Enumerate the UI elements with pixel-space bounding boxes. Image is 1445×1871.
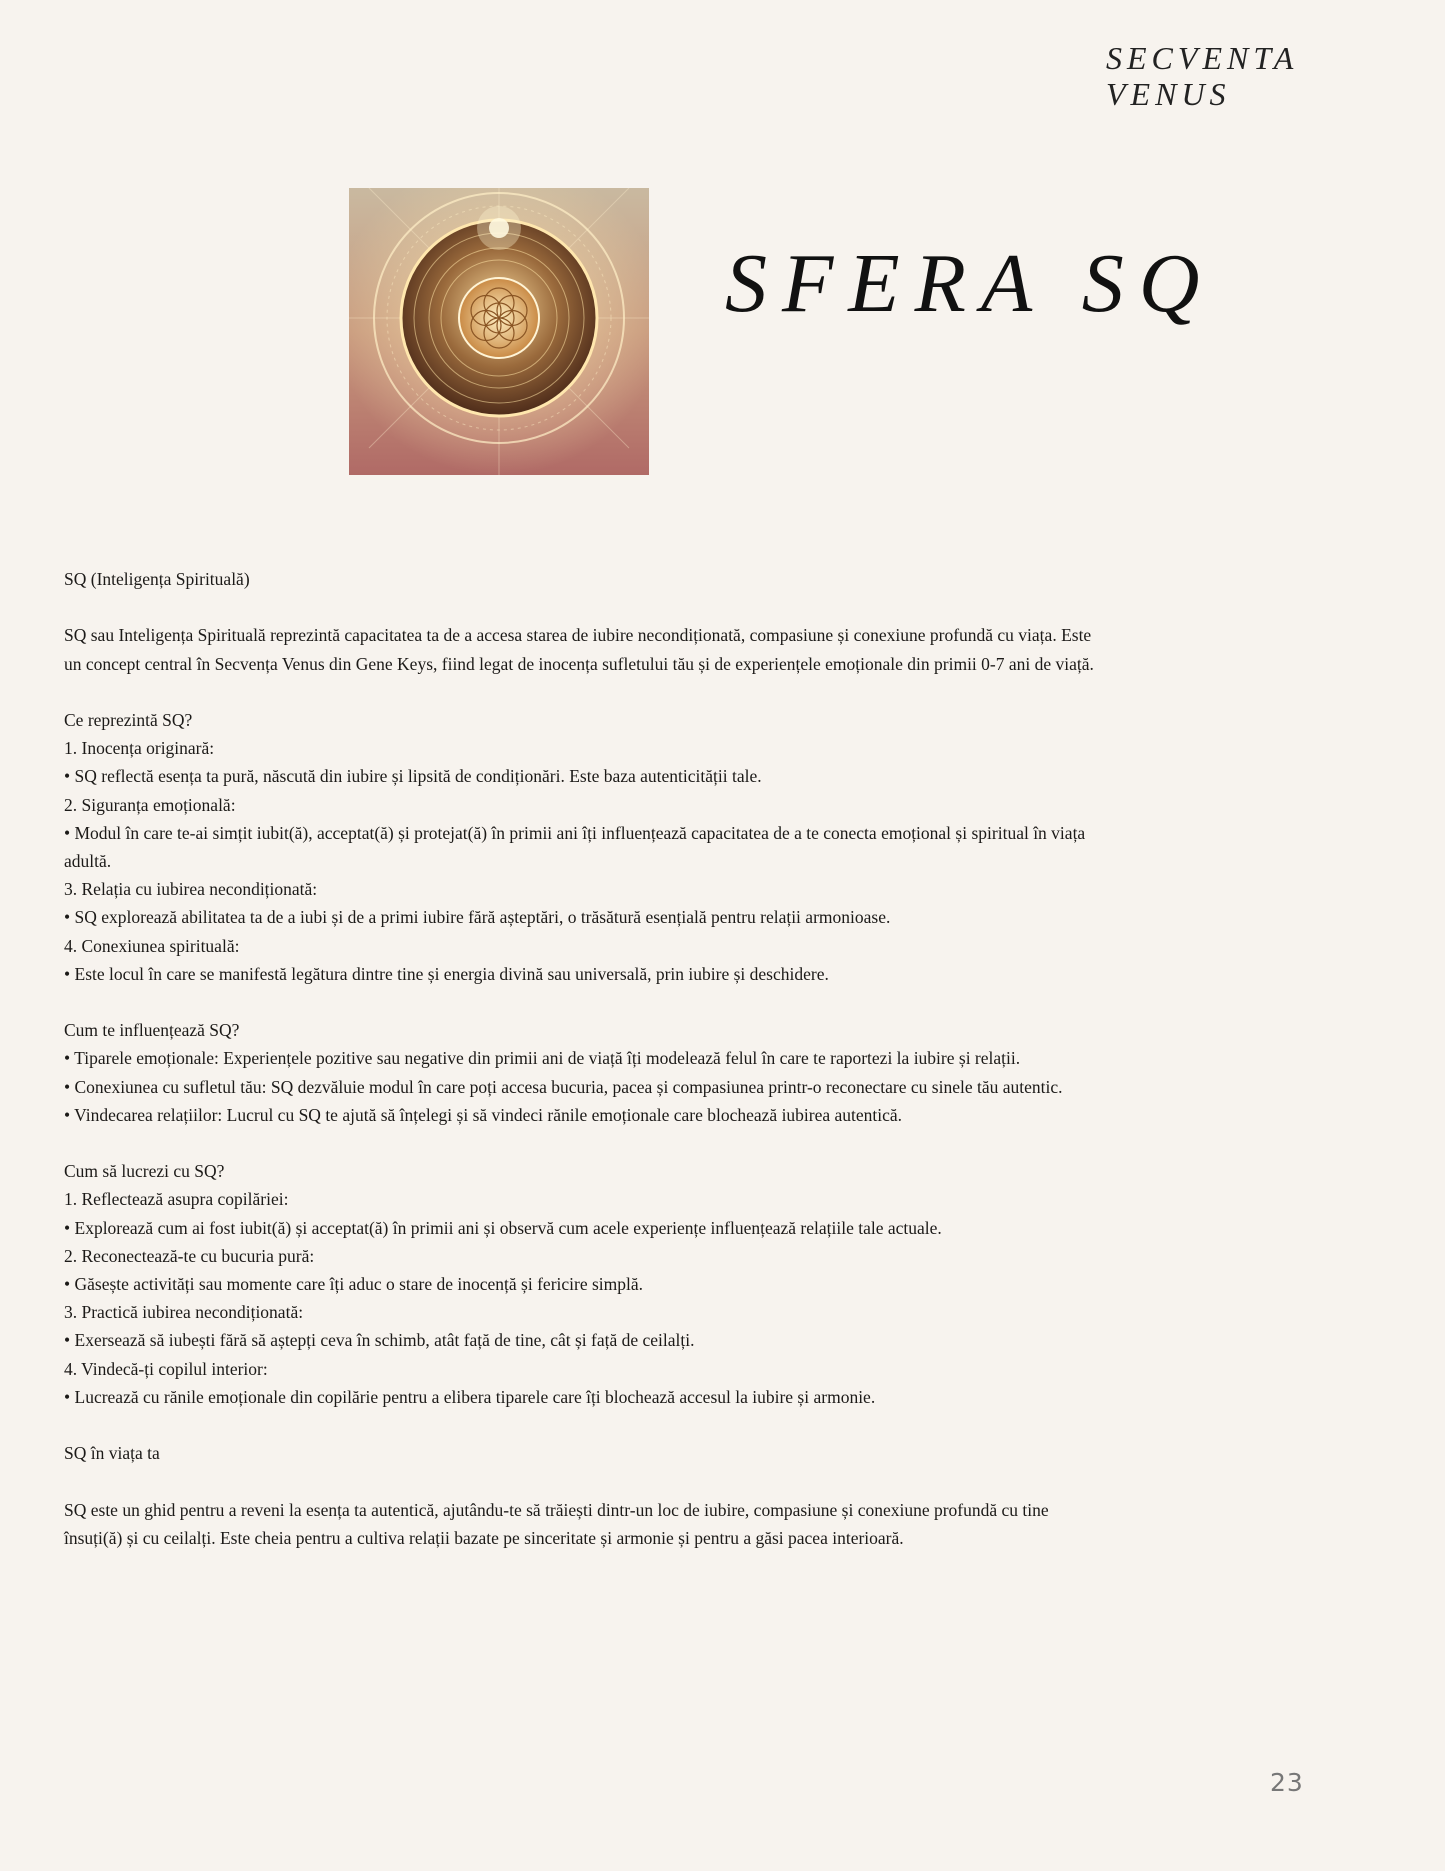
list-item: adultă. <box>64 851 112 871</box>
list-item: 1. Reflectează asupra copilăriei: <box>64 1189 289 1210</box>
list-item: 3. Relația cu iubirea necondiționată: <box>64 879 318 900</box>
list-item: 4. Vindecă-ți copilul interior: <box>64 1358 268 1379</box>
list-item: 4. Conexiunea spirituală: <box>64 935 240 956</box>
intro-paragraph-line: SQ sau Inteligența Spirituală reprezintă capacitatea ta de a accesa starea de iubire necondiționată, compasiune și conexiune profundă cu viața. Este <box>64 625 1092 646</box>
page-title: SFERA SQ <box>725 237 1215 330</box>
section-title: Cum te influențează SQ? <box>64 1020 240 1041</box>
brand-line-2: VENUS <box>1106 76 1231 112</box>
article-body <box>64 565 1314 1552</box>
intro-paragraph-line: un concept central în Secvența Venus din Gene Keys, fiind legat de inocența sufletului tău și de experiențele emoționale din primii 0-7 ani de viață. <box>64 653 1094 674</box>
outro-paragraph-line: SQ este un ghid pentru a reveni la esența ta autentică, ajutându-te să trăiești dintr-un loc de iubire, compasiune și conexiune profundă cu tine <box>64 1499 1049 1520</box>
list-item: • Explorează cum ai fost iubit(ă) și acceptat(ă) în primii ani și observă cum acele experiențe influențează relațiile tale actuale. <box>64 1217 942 1238</box>
header-brand <box>1106 40 1298 112</box>
list-item: 2. Reconectează-te cu bucuria pură: <box>64 1245 315 1266</box>
list-item: • SQ explorează abilitatea ta de a iubi și de a primi iubire fără așteptări, o trăsătură esențială pentru relații armonioase. <box>64 907 891 928</box>
page-number: 23 <box>1270 1768 1304 1797</box>
section-title: Cum să lucrezi cu SQ? <box>64 1161 225 1182</box>
list-item: • SQ reflectă esența ta pură, născută din iubire și lipsită de condiționări. Este baza autenticității tale. <box>64 766 762 787</box>
list-item: 2. Siguranța emoțională: <box>64 794 236 815</box>
list-item: • Conexiunea cu sufletul tău: SQ dezvăluie modul în care poți accesa bucuria, pacea și compasiunea printr-o reconectare cu sinele tău autentic. <box>64 1076 1063 1097</box>
outro-paragraph-line: însuți(ă) și cu ceilalți. Este cheia pentru a cultiva relații bazate pe sinceritate și armonie și pentru a găsi pacea interioară. <box>64 1527 904 1548</box>
list-item: • Lucrează cu rănile emoționale din copilărie pentru a elibera tiparele care îți blochează accesul la iubire și armonie. <box>64 1386 876 1407</box>
list-item: • Modul în care te-ai simțit iubit(ă), acceptat(ă) și protejat(ă) în primii ani îți influențează capacitatea de a te conecta emoțional și spiritual în viața <box>64 822 1086 843</box>
section-title: SQ în viața ta <box>64 1443 160 1464</box>
list-item: • Este locul în care se manifestă legătura dintre tine și energia divină sau universală, prin iubire și deschidere. <box>64 963 829 984</box>
list-item: • Tiparele emoționale: Experiențele pozitive sau negative din primii ani de viață îți modelează felul în care te raportezi la iubire și relații. <box>64 1048 1021 1069</box>
hero-image <box>349 188 649 475</box>
section-title: Ce reprezintă SQ? <box>64 709 193 730</box>
list-item: 3. Practică iubirea necondiționată: <box>64 1302 304 1323</box>
brand-line-1: SECVENTA <box>1106 40 1299 76</box>
list-item: • Exersează să iubești fără să aștepți ceva în schimb, atât față de tine, cât și față de ceilalți. <box>64 1330 695 1351</box>
mandala-sphere-illustration <box>349 188 649 475</box>
section-heading: SQ (Inteligența Spirituală) <box>64 569 250 589</box>
list-item: • Găsește activități sau momente care îți aduc o stare de inocență și fericire simplă. <box>64 1274 644 1295</box>
list-item: 1. Inocența originară: <box>64 738 215 759</box>
list-item: • Vindecarea relațiilor: Lucrul cu SQ te ajută să înțelegi și să vindeci rănile emoționale care blochează iubirea autentică. <box>64 1104 903 1125</box>
